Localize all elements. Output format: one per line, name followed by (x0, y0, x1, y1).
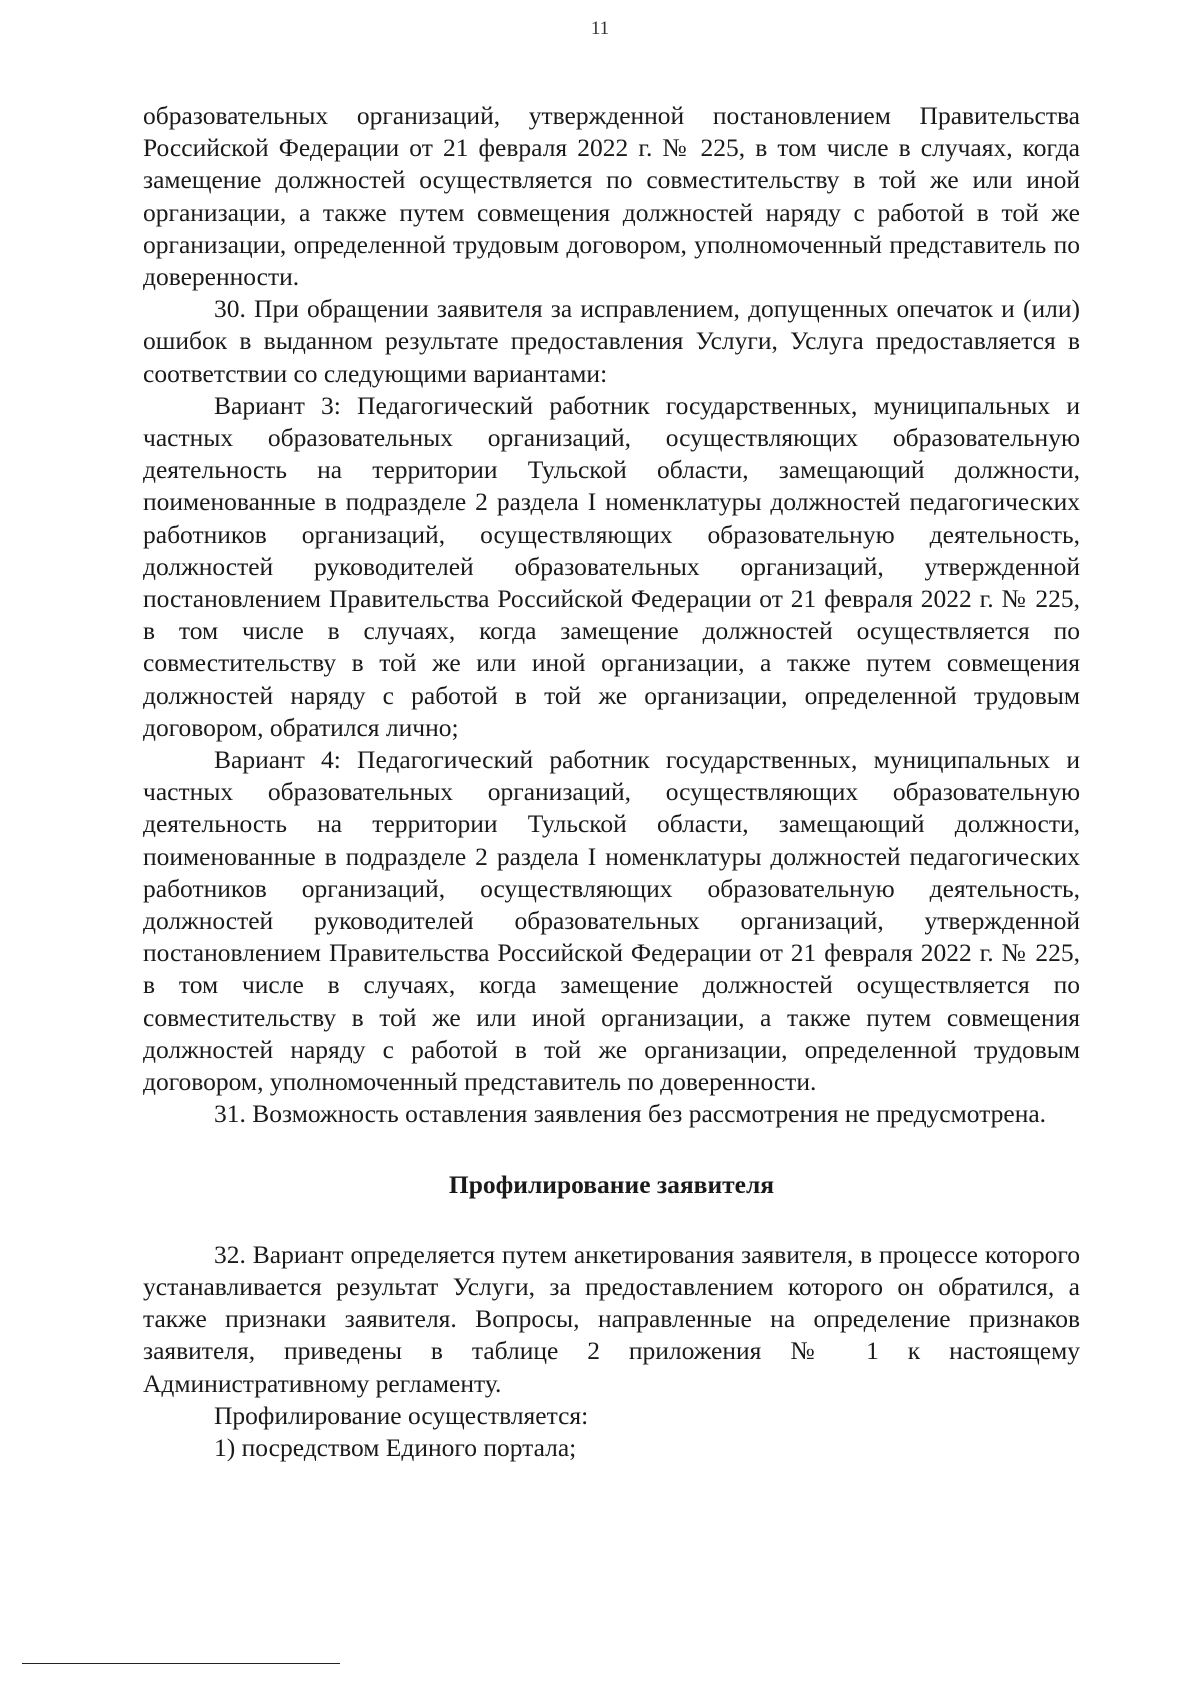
section-heading: Профилирование заявителя (448, 1169, 775, 1199)
list-item-1: 1) посредством Единого портала; (214, 1432, 577, 1462)
page-number: 11 (590, 18, 610, 39)
paragraph-continuation: образовательных организаций, утвержденной постановлением Правительства Российской Федерации от 21 февраля 2022 г. № 225, в том числе в случаях, когда замещение должностей осуществляется по совместительству в той же или иной организации, а также путем совмещения должностей наряду с работой в той же организации, определенной трудовым договором, уполномоченный представитель по доверенности. (143, 101, 1080, 292)
paragraph-profiling-intro: Профилирование осуществляется: (214, 1400, 589, 1430)
paragraph-item-32: 32. Вариант определяется путем анкетирования заявителя, в процессе которого устанавливается результат Услуги, за предоставлением которого он обратился, а также признаки заявителя. Вопросы, направленные на определение признаков заявителя, приведены в таблице 2 приложения № 1 к настоящему Административному регламенту. (143, 1239, 1080, 1398)
paragraph-variant-4: Вариант 4: Педагогический работник государственных, муниципальных и частных образовательных организаций, осуществляющих образовательную деятельность на территории Тульской области, замещающий должности, поименованные в подразделе 2 раздела I номенклатуры должностей педагогических работников организаций, осуществляющих образовательную деятельность, должностей руководителей образовательных организаций, утвержденной постановлением Правительства Российской Федерации от 21 февраля 2022 г. № 225, в том числе в случаях, когда замещение должностей осуществляется по совместительству в той же или иной организации, а также путем совмещения должностей наряду с работой в той же организации, определенной трудовым договором, уполномоченный представитель по доверенности. (143, 745, 1080, 1097)
paragraph-item-30: 30. При обращении заявителя за исправлением, допущенных опечаток и (или) ошибок в выданном результате предоставления Услуги, Услуга предоставляется в соответствии со следующими вариантами: (143, 294, 1080, 388)
document-body (143, 100, 1080, 1464)
paragraph-variant-3: Вариант 3: Педагогический работник государственных, муниципальных и частных образовательных организаций, осуществляющих образовательную деятельность на территории Тульской области, замещающий должности, поименованные в подразделе 2 раздела I номенклатуры должностей педагогических работников организаций, осуществляющих образовательную деятельность, должностей руководителей образовательных организаций, утвержденной постановлением Правительства Российской Федерации от 21 февраля 2022 г. № 225, в том числе в случаях, когда замещение должностей осуществляется по совместительству в той же или иной организации, а также путем совмещения должностей наряду с работой в той же организации, определенной трудовым договором, обратился лично; (143, 390, 1080, 742)
footer-divider (22, 1663, 340, 1664)
paragraph-item-31: 31. Возможность оставления заявления без рассмотрения не предусмотрена. (214, 1099, 1047, 1129)
